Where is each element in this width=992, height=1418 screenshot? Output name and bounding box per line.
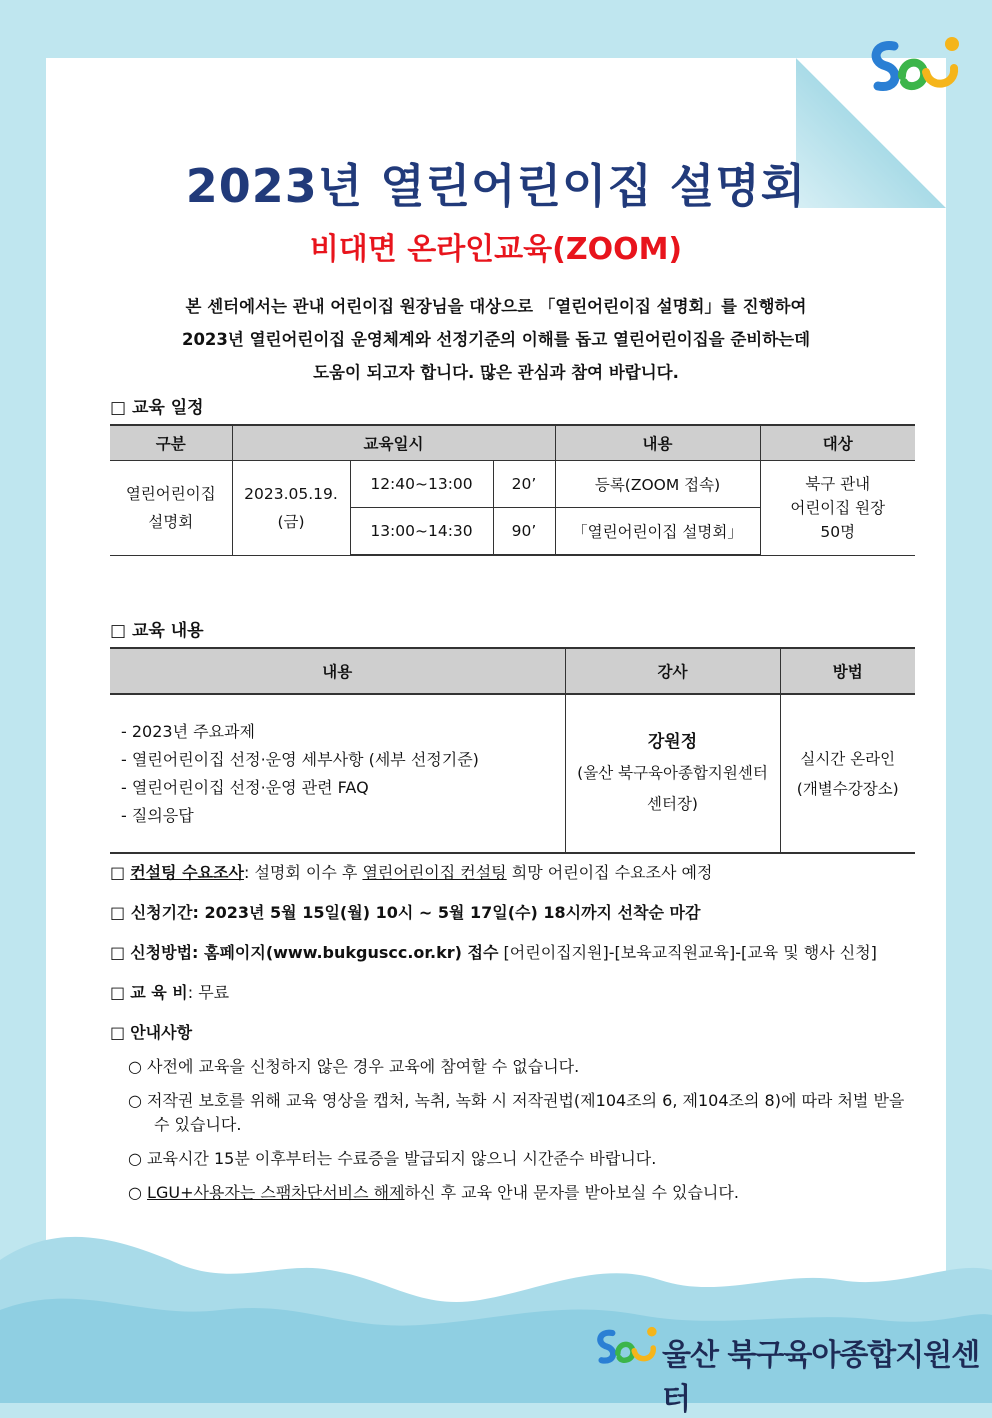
header-content: 내용 — [555, 425, 760, 461]
method-line: (개별수강장소) — [796, 779, 899, 798]
instructor-name: 강원정 — [647, 732, 698, 752]
time-cell: 12:40~13:00 — [350, 461, 493, 508]
notice-item — [128, 1181, 918, 1205]
duration-cell: 20’ — [493, 461, 555, 508]
method-cell — [780, 694, 915, 853]
content-list — [111, 718, 564, 830]
target-cell — [760, 461, 915, 556]
method-text: : 홈페이지(www.bukguscc.or.kr) 접수 — [192, 943, 499, 962]
page-subtitle: 비대면 온라인교육(ZOOM) — [309, 232, 683, 267]
survey-link: 열린어린이집 컨설팅 — [362, 863, 507, 882]
fee-text: : 무료 — [187, 983, 230, 1002]
notice-label: 안내사항 — [130, 1023, 193, 1042]
method-path: [어린이집지원]-[보육교직원교육]-[교육 및 행사 신청] — [498, 943, 877, 962]
list-item: - 열린어린이집 선정·운영 관련 FAQ — [121, 774, 564, 802]
instructor-org: (울산 북구육아종합지원센터 — [577, 764, 768, 782]
list-item: - 열린어린이집 선정·운영 세부사항 (세부 선정기준) — [121, 746, 564, 774]
target-line: 50명 — [820, 522, 856, 541]
notice-bullet: ○ — [128, 1183, 148, 1202]
category-cell — [110, 461, 232, 556]
weekday-line: (금) — [277, 512, 305, 531]
survey-text: : 설명회 이수 후 — [243, 863, 363, 882]
notice-underlined: LGU+사용자는 스팸차단서비스 해제 — [147, 1183, 405, 1202]
time-cell: 13:00~14:30 — [350, 508, 493, 556]
category-line: 설명회 — [148, 512, 194, 531]
instructor-cell — [565, 694, 780, 853]
notice-item: ○ 교육시간 15분 이후부터는 수료증을 발급되지 않으니 시간준수 바랍니다. — [128, 1149, 657, 1168]
date-line: 2023.05.19. — [244, 484, 338, 503]
header-content: 내용 — [110, 648, 565, 694]
header-target: 대상 — [760, 425, 915, 461]
header-category: 구분 — [110, 425, 232, 461]
date-cell — [232, 461, 350, 556]
content-cell: 「열린어린이집 설명회」 — [555, 508, 760, 556]
content-table — [110, 647, 915, 854]
content-heading: □ 교육 내용 — [110, 621, 204, 641]
fee-line: □ 교 육 비: 무료 — [110, 983, 230, 1002]
apply-method-line: □ 신청방법: 홈페이지(www.bukguscc.or.kr) 접수 [어린이집지원]-[보육교직원교육]-[교육 및 행사 신청] — [110, 943, 877, 962]
intro-line: 도움이 되고자 합니다. 많은 관심과 참여 바랍니다. — [313, 363, 679, 382]
notice-item: ○ 사전에 교육을 신청하지 않은 경우 교육에 참여할 수 없습니다. — [128, 1057, 580, 1076]
footer-org-name: 울산 북구육아종합지원센터 — [662, 1338, 980, 1417]
category-line: 열린어린이집 — [125, 484, 216, 503]
period-line: □ 신청기간: 2023년 5월 15일(월) 10시 ~ 5월 17일(수) 18시까지 선착순 마감 — [110, 903, 701, 922]
list-item: - 질의응답 — [121, 802, 564, 830]
notice-heading: □ 안내사항 — [110, 1023, 193, 1042]
schedule-table — [110, 424, 915, 556]
duration-cell: 90’ — [493, 508, 555, 556]
survey-label: 컨설팅 수요조사 — [130, 863, 244, 882]
list-item: - 2023년 주요과제 — [121, 718, 564, 746]
period-label: 신청기간 — [130, 903, 193, 922]
footer-logo-icon — [592, 1320, 660, 1376]
content-items-cell — [110, 694, 565, 853]
target-line: 북구 관내 — [805, 474, 871, 493]
notice-list — [128, 1055, 918, 1215]
schedule-heading: □ 교육 일정 — [110, 398, 204, 418]
header-instructor: 강사 — [565, 648, 780, 694]
content-cell: 등록(ZOOM 접속) — [555, 461, 760, 508]
survey-text: 희망 어린이집 수요조사 예정 — [506, 863, 713, 882]
target-line: 어린이집 원장 — [790, 498, 886, 517]
survey-line: □ 컨설팅 수요조사: 설명회 이수 후 열린어린이집 컨설팅 희망 어린이집 수요조사 예정 — [110, 863, 713, 882]
method-label: 신청방법 — [130, 943, 193, 962]
instructor-title: 센터장) — [647, 795, 698, 813]
center-logo-icon — [864, 32, 964, 104]
page-title: 2023년 열린어린이집 설명회 — [185, 159, 807, 213]
intro-paragraph — [120, 290, 872, 389]
method-line: 실시간 온라인 — [800, 749, 896, 768]
notice-rest: 하신 후 교육 안내 문자를 받아보실 수 있습니다. — [404, 1183, 739, 1202]
intro-line: 본 센터에서는 관내 어린이집 원장님을 대상으로 「열린어린이집 설명회」를 진행하여 — [185, 297, 807, 316]
header-datetime: 교육일시 — [232, 425, 555, 461]
intro-line: 2023년 열린어린이집 운영체계와 선정기준의 이해를 돕고 열린어린이집을 준비하는데 — [181, 330, 811, 349]
fee-label: 교 육 비 — [130, 983, 188, 1002]
notice-item: ○ 저작권 보호를 위해 교육 영상을 캡처, 녹취, 녹화 시 저작권법(제104조의 6, 제104조의 8)에 따라 처벌 받을 수 있습니다. — [128, 1091, 905, 1134]
period-text: : 2023년 5월 15일(월) 10시 ~ 5월 17일(수) 18시까지 선착순 마감 — [192, 903, 701, 922]
header-method: 방법 — [780, 648, 915, 694]
